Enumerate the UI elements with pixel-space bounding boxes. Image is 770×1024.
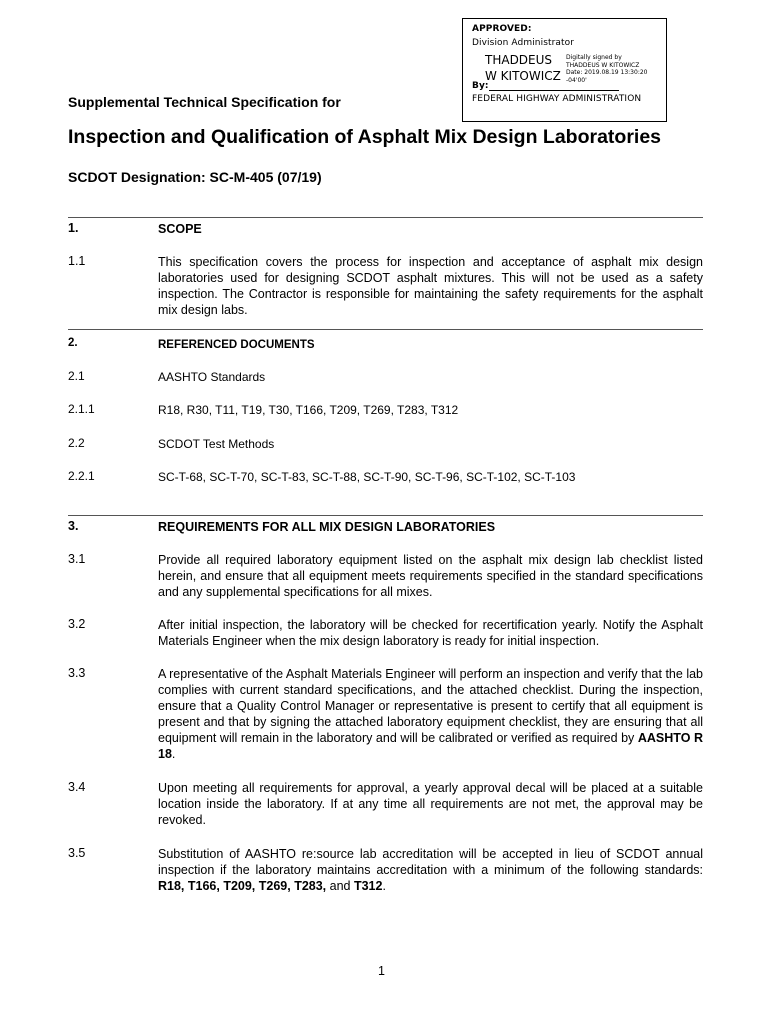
section-3-3-text: A representative of the Asphalt Materials Engineer will perform an inspection and verify that the lab complies with current standard specifications, and the attached checklist. During the inspection, ensure that a Quality Control Manager or representative is present to certify that all equipment is present and that by signing the attached laboratory equipment checklist, they are ensuring that all equipment will remain in the laboratory and will be calibrated or verified as required by AASHTO R 18.: [158, 667, 704, 761]
digital-signature-name: THADDEUS W KITOWICZ: [485, 53, 561, 83]
section-divider: [68, 217, 703, 218]
section-divider: [68, 329, 703, 330]
section-3-number: 3.: [68, 519, 79, 533]
section-1-number: 1.: [68, 221, 79, 235]
section-3-4-number: 3.4: [68, 780, 86, 794]
section-3-2-number: 3.2: [68, 617, 86, 631]
section-2-2-number: 2.2: [68, 436, 85, 450]
section-3-1-text: Provide all required laboratory equipment listed on the asphalt mix design lab checklist listed herein, and ensure that all equipment meets requirements specified in the standard specifications and any supplemental specifications for all mixes.: [158, 553, 703, 599]
section-2-1-1-text: R18, R30, T11, T19, T30, T166, T209, T269, T283, T312: [158, 403, 459, 417]
section-3-1-number: 3.1: [68, 552, 86, 566]
standard-t312: T312: [353, 879, 383, 893]
aashto-r18-ref: AASHTO R 18: [158, 731, 704, 761]
standards-list: R18, T166, T209, T269, T283,: [158, 879, 327, 893]
section-3-3-number: 3.3: [68, 666, 86, 680]
stamp-approved: APPROVED:: [472, 24, 532, 34]
section-3-5-number: 3.5: [68, 846, 86, 860]
section-1-1-text: This specification covers the process for inspection and acceptance of asphalt mix design laboratories used for designing SCDOT asphalt mixtures. This will not be used as a safety inspection. The Contractor is responsible for maintaining the safety requirements for the asphalt mix design labs.: [158, 255, 703, 317]
section-2-1-text: AASHTO Standards: [158, 370, 266, 384]
document-designation: SCDOT Designation: SC-M-405 (07/19): [68, 169, 322, 185]
section-2-title: REFERENCED DOCUMENTS: [158, 339, 315, 351]
document-subtitle: Supplemental Technical Specification for: [68, 94, 341, 110]
stamp-division: Division Administrator: [472, 38, 575, 48]
stamp-agency: FEDERAL HIGHWAY ADMINISTRATION: [472, 94, 642, 104]
section-3-title: REQUIREMENTS FOR ALL MIX DESIGN LABORATORIES: [158, 520, 496, 534]
stamp-by: By:: [472, 81, 489, 91]
section-2-2-text: SCDOT Test Methods: [158, 437, 275, 451]
section-3-4-text: Upon meeting all requirements for approval, a yearly approval decal will be placed at a suitable location inside the laboratory. If at any time all requirements are not met, the approval may be revoked.: [158, 781, 703, 827]
document-title: Inspection and Qualification of Asphalt Mix Design Laboratories: [68, 126, 662, 148]
section-2-1-number: 2.1: [68, 369, 85, 383]
section-2-2-1-text: SC-T-68, SC-T-70, SC-T-83, SC-T-88, SC-T-90, SC-T-96, SC-T-102, SC-T-103: [158, 470, 576, 484]
section-2-1-1-number: 2.1.1: [68, 402, 95, 416]
section-2-2-1-number: 2.2.1: [68, 469, 95, 483]
section-3-2-text: After initial inspection, the laboratory will be checked for recertification yearly. Notify the Asphalt Materials Engineer when the mix design laboratory is ready for initial inspection.: [158, 618, 703, 648]
digital-signature-info: Digitally signed by THADDEUS W KITOWICZ Date: 2019.08.19 13:30:20 -04'00': [566, 54, 648, 84]
signature-line: [489, 90, 619, 91]
section-1-1-number: 1.1: [68, 254, 86, 268]
section-divider: [68, 515, 703, 516]
section-1-title: SCOPE: [158, 222, 202, 236]
section-3-5-text: Substitution of AASHTO re:source lab accreditation will be accepted in lieu of SCDOT annual inspection if the laboratory maintains accreditation with a minimum of the following standards: R18, T166, T209, T269, T283, and T312.: [158, 847, 703, 893]
page-number: 1: [378, 964, 385, 978]
section-2-number: 2.: [68, 337, 78, 349]
approval-stamp: [462, 18, 667, 122]
